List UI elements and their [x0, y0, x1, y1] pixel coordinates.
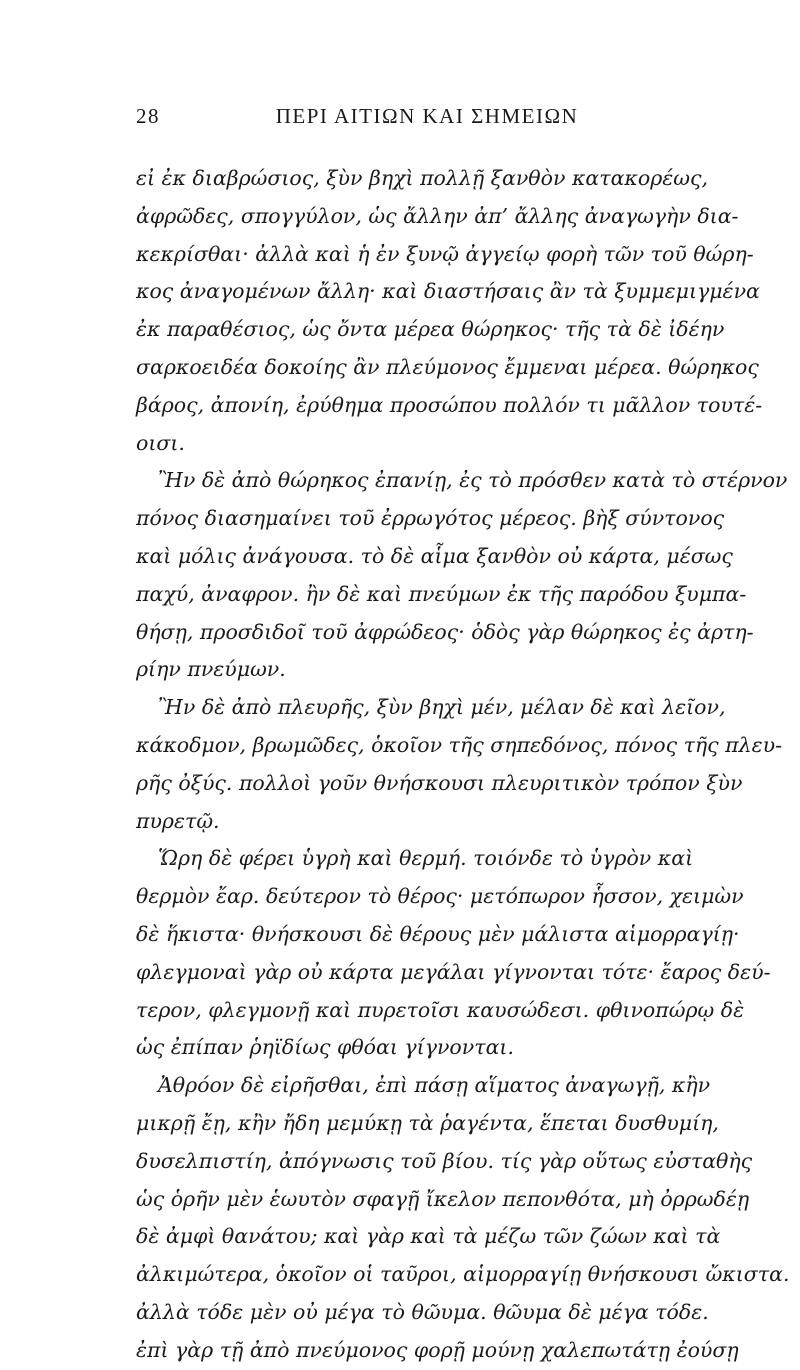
text-line: κεκρίσθαι· ἀλλὰ καὶ ἡ ἐν ξυνῷ ἀγγείῳ φορὴ τῶν τοῦ θώρη- [136, 241, 754, 266]
text-line: κος ἀναγομένων ἄλλη· καὶ διαστήσαις ἂν τὰ ξυμμεμιγμένα [136, 279, 760, 304]
text-line: βάρος, ἀπονίη, ἐρύθημα προσώπου πολλόν τι μᾶλλον τουτέ- [136, 392, 763, 417]
text-line: ὡς ὁρῆν μὲν ἑωυτὸν σφαγῇ ἴκελον πεπονθότα, μὴ ὀρρωδέῃ [136, 1186, 750, 1211]
text-line: φλεγμοναὶ γὰρ οὐ κάρτα μεγάλαι γίγνονται τότε· ἔαρος δεύ- [136, 959, 771, 984]
text-line: δὲ ἀμφὶ θανάτου; καὶ γὰρ καὶ τὰ μέζω τῶν ζώων καὶ τὰ [136, 1224, 721, 1249]
text-line: τερον, φλεγμονῇ καὶ πυρετοῖσι καυσώδεσι. φθινοπώρῳ δὲ [136, 997, 745, 1022]
paragraph-first-line: Ἢν δὲ ἀπὸ θώρηκος ἐπανίῃ, ἐς τὸ πρόσθεν κατὰ τὸ στέρνον [158, 468, 788, 493]
paragraph-first-line: Ἀθρόον δὲ εἰρῆσθαι, ἐπὶ πάσῃ αἵματος ἀναγωγῇ, κἢν [158, 1073, 711, 1098]
text-line: παχύ, ἀναφρον. ἢν δὲ καὶ πνεύμων ἐκ τῆς παρόδου ξυμπα- [136, 581, 747, 606]
text-line: μικρῇ ἔῃ, κἢν ἤδη μεμύκῃ τὰ ῥαγέντα, ἕπεται δυσθυμίη, [136, 1110, 719, 1135]
text-line: ἐκ παραθέσιος, ὡς ὄντα μέρεα θώρηκος· τῆς τὰ δὲ ἰδέην [136, 317, 725, 342]
running-head [136, 104, 688, 140]
text-line: ἀλλὰ τόδε μὲν οὐ μέγα τὸ θῶυμα. θῶυμα δὲ μέγα τόδε. [136, 1299, 709, 1324]
page-number: 28 [136, 104, 160, 128]
text-line: ρῆς ὀξύς. πολλοὶ γοῦν θνήσκουσι πλευριτικὸν τρόπον ξὺν [136, 770, 743, 795]
text-line: εἰ ἐκ διαβρώσιος, ξὺν βηχὶ πολλῇ ξανθὸν κατακορέως, [136, 166, 708, 190]
text-line: πυρετῷ. [136, 808, 220, 833]
text-line: ρίην πνεύμων. [136, 657, 286, 682]
text-line: ἐπὶ γὰρ τῇ ἀπὸ πνεύμονος φορῇ μούνῃ χαλεπωτάτῃ ἐούσῃ [136, 1337, 739, 1362]
text-line: καὶ μόλις ἀνάγουσα. τὸ δὲ αἷμα ξανθὸν οὐ κάρτα, μέσως [136, 543, 733, 568]
text-line: δυσελπιστίη, ἀπόγνωσις τοῦ βίου. τίς γὰρ οὕτως εὐσταθὴς [136, 1148, 753, 1173]
paragraph-first-line: Ἢν δὲ ἀπὸ πλευρῆς, ξὺν βηχὶ μέν, μέλαν δὲ καὶ λεῖον, [158, 695, 726, 720]
text-line: δὲ ἥκιστα· θνήσκουσι δὲ θέρους μὲν μάλιστα αἱμορραγίῃ· [136, 921, 740, 946]
text-line: κάκοδμον, βρωμῶδες, ὁκοῖον τῆς σηπεδόνος, πόνος τῆς πλευ- [136, 732, 783, 757]
text-line: ἀφρῶδες, σπογγύλον, ὡς ἄλλην ἀπ’ ἄλλης ἀναγωγὴν δια- [136, 203, 739, 228]
body-text [136, 160, 790, 1370]
running-title: ΠΕΡΙ ΑΙΤΙΩΝ ΚΑΙ ΣΗΜΕΙΩΝ [275, 104, 579, 128]
paragraph-first-line: Ὥρη δὲ φέρει ὑγρὴ καὶ θερμή. τοιόνδε τὸ ὑγρὸν καὶ [158, 846, 694, 871]
text-line: θήσῃ, προσδιδοῖ τοῦ ἀφρώδεος· ὁδὸς γὰρ θώρηκος ἐς ἀρτη- [136, 619, 754, 644]
text-line: ἀλκιμώτερα, ὁκοῖον οἱ ταῦροι, αἱμορραγίῃ θνήσκουσι ὤκιστα. [136, 1262, 790, 1287]
text-line: σαρκοειδέα δοκοίης ἂν πλεύμονος ἔμμεναι μέρεα. θώρηκος [136, 354, 759, 379]
text-line: πόνος διασημαίνει τοῦ ἐρρωγότος μέρεος. βὴξ σύντονος [136, 506, 725, 531]
text-line: οισι. [136, 430, 185, 455]
text-line: θερμὸν ἔαρ. δεύτερον τὸ θέρος· μετόπωρον ἧσσον, χειμὼν [136, 884, 744, 909]
text-line: ὡς ἐπίπαν ῥηϊδίως φθόαι γίγνονται. [136, 1035, 514, 1060]
